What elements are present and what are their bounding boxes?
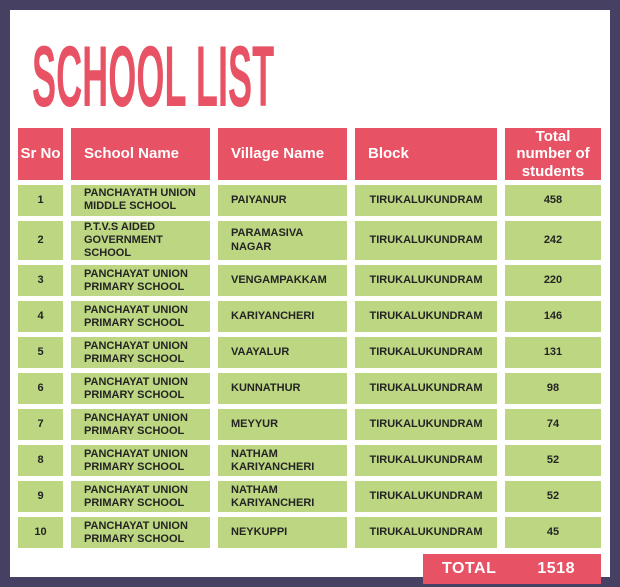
page-title: SCHOOL LIST xyxy=(32,29,275,125)
cell-school-name: PANCHAYAT UNION PRIMARY SCHOOL xyxy=(71,265,210,296)
column-header-total-students: Total number of students xyxy=(505,128,601,180)
cell-village-name: PARAMASIVA NAGAR xyxy=(218,221,347,261)
cell-school-name: PANCHAYAT UNION PRIMARY SCHOOL xyxy=(71,373,210,404)
cell-sr-no: 6 xyxy=(18,373,63,404)
cell-students: 74 xyxy=(505,409,601,440)
cell-sr-no: 7 xyxy=(18,409,63,440)
column-header-block: Block xyxy=(355,128,497,180)
cell-block: TIRUKALUKUNDRAM xyxy=(355,409,497,440)
cell-village-name: NATHAM KARIYANCHERI xyxy=(218,481,347,512)
cell-students: 220 xyxy=(505,265,601,296)
cell-block: TIRUKALUKUNDRAM xyxy=(355,185,497,216)
cell-village-name: NATHAM KARIYANCHERI xyxy=(218,445,347,476)
cell-students: 98 xyxy=(505,373,601,404)
column-header-school-name: School Name xyxy=(71,128,210,180)
cell-village-name: KUNNATHUR xyxy=(218,373,347,404)
cell-sr-no: 4 xyxy=(18,301,63,332)
column-header-village-name: Village Name xyxy=(218,128,347,180)
cell-sr-no: 1 xyxy=(18,185,63,216)
cell-block: TIRUKALUKUNDRAM xyxy=(355,301,497,332)
cell-students: 146 xyxy=(505,301,601,332)
cell-students: 45 xyxy=(505,517,601,548)
cell-students: 52 xyxy=(505,481,601,512)
cell-block: TIRUKALUKUNDRAM xyxy=(355,481,497,512)
total-box xyxy=(423,554,601,584)
cell-block: TIRUKALUKUNDRAM xyxy=(355,445,497,476)
cell-school-name: PANCHAYAT UNION PRIMARY SCHOOL xyxy=(71,481,210,512)
cell-school-name: PANCHAYAT UNION PRIMARY SCHOOL xyxy=(71,517,210,548)
cell-village-name: VAAYALUR xyxy=(218,337,347,368)
cell-village-name: PAIYANUR xyxy=(218,185,347,216)
cell-school-name: PANCHAYAT UNION PRIMARY SCHOOL xyxy=(71,445,210,476)
cell-block: TIRUKALUKUNDRAM xyxy=(355,337,497,368)
cell-sr-no: 2 xyxy=(18,221,63,261)
cell-block: TIRUKALUKUNDRAM xyxy=(355,265,497,296)
cell-village-name: NEYKUPPI xyxy=(218,517,347,548)
column-header-sr-no: Sr No xyxy=(18,128,63,180)
cell-school-name: PANCHAYATH UNION MIDDLE SCHOOL xyxy=(71,185,210,216)
total-value: 1518 xyxy=(537,560,575,578)
cell-students: 242 xyxy=(505,221,601,261)
cell-block: TIRUKALUKUNDRAM xyxy=(355,221,497,261)
cell-village-name: VENGAMPAKKAM xyxy=(218,265,347,296)
table-grid xyxy=(18,128,601,548)
cell-school-name: PANCHAYAT UNION PRIMARY SCHOOL xyxy=(71,337,210,368)
total-label: TOTAL xyxy=(442,560,497,578)
cell-sr-no: 5 xyxy=(18,337,63,368)
cell-students: 458 xyxy=(505,185,601,216)
cell-school-name: PANCHAYAT UNION PRIMARY SCHOOL xyxy=(71,301,210,332)
cell-sr-no: 9 xyxy=(18,481,63,512)
total-row xyxy=(18,554,601,584)
cell-school-name: PANCHAYAT UNION PRIMARY SCHOOL xyxy=(71,409,210,440)
cell-sr-no: 8 xyxy=(18,445,63,476)
cell-village-name: MEYYUR xyxy=(218,409,347,440)
cell-sr-no: 10 xyxy=(18,517,63,548)
cell-sr-no: 3 xyxy=(18,265,63,296)
page-background xyxy=(10,10,610,577)
school-list-table xyxy=(18,128,601,584)
cell-block: TIRUKALUKUNDRAM xyxy=(355,373,497,404)
cell-school-name: P.T.V.S AIDED GOVERNMENT SCHOOL xyxy=(71,221,210,261)
cell-village-name: KARIYANCHERI xyxy=(218,301,347,332)
cell-block: TIRUKALUKUNDRAM xyxy=(355,517,497,548)
cell-students: 52 xyxy=(505,445,601,476)
cell-students: 131 xyxy=(505,337,601,368)
